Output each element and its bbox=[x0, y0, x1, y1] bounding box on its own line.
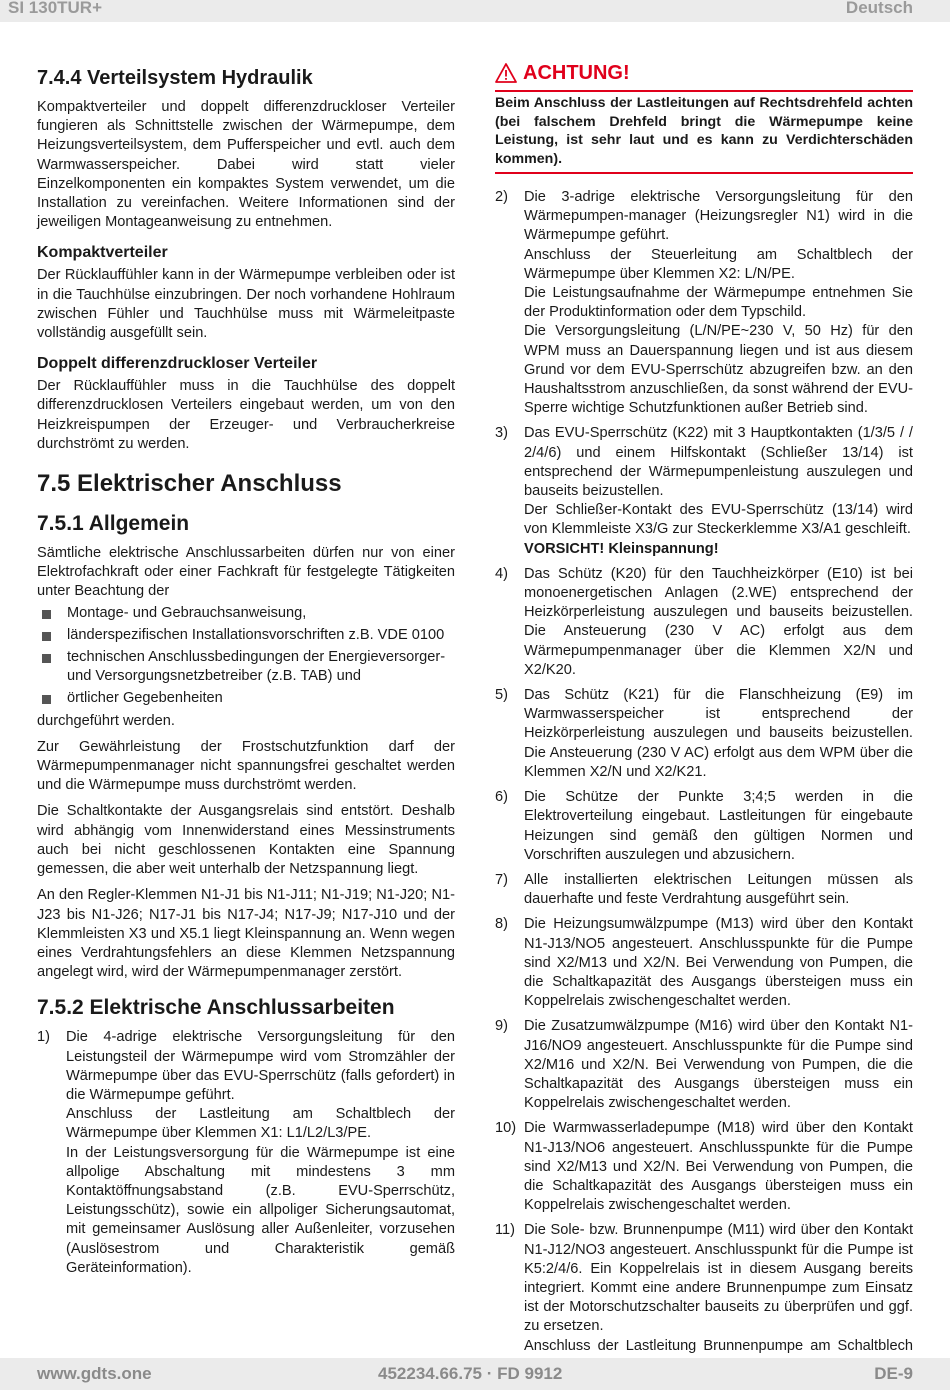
item-paragraph: Die Warmwasserladepumpe (M18) wird über den Kontakt N1-J13/NO6 angesteuert. Anschlusspunkte für die Pumpe sind X2/M13 und X2/N. Bei Verwendung von Pumpen, die die Schaltkapazität des Ausgangs übersteigen muss ein Koppelrelais zwischengeschaltet werden. bbox=[524, 1120, 913, 1214]
numbered-list bbox=[495, 188, 913, 1375]
item-paragraph: Anschluss der Lastleitung Brunnenpumpe am Schaltblech bbox=[524, 1337, 913, 1354]
left-column bbox=[37, 60, 455, 1284]
item-number: 6) bbox=[495, 789, 508, 806]
list-item: länderspezifischen Installationsvorschriften z.B. VDE 0100 bbox=[37, 626, 455, 645]
section-7-5-1-p2: Zur Gewährleistung der Frostschutzfunktion darf der Wärmepumpenmanager nicht spannungsfrei geschaltet werden und die Wärmepumpe muss durchströmt werden. bbox=[37, 738, 455, 794]
header-model: SI 130TUR+ bbox=[8, 0, 103, 17]
footer-doc-number: 452234.66.75 · FD 9912 bbox=[378, 1364, 563, 1383]
section-7-4-4-title: 7.4.4 Verteilsystem Hydraulik bbox=[37, 67, 313, 89]
item-1-para-c: In der Leistungsversorgung für die Wärmepumpe ist eine allpolige Abschaltung mit mindestens 3 mm Kontaktöffnungsabstand (z.B. EVU-Sperrschütz, Leistungsschütz), sowie ein allpoliger Sicherungsautomat, mit gemeinsamer Auslösung aller Außenleiter, vorzusehen (Auslösestrom und Charakteristik gemäß Geräteinformation). bbox=[66, 1144, 455, 1276]
item-paragraph: Die Versorgungsleitung (L/N/PE~230 V, 50 Hz) für den WPM muss an Dauerspannung liegen und ist aus diesem Grund vor dem EVU-Sperrschütz abzugreifen bzw. an den Haushaltsstrom anzuschließen, da sonst während der EVU-Sperre wichtige Schutzfunktionen außer Betrieb sind. bbox=[524, 323, 913, 417]
item-number: 4) bbox=[495, 565, 508, 582]
requirements-list bbox=[37, 604, 455, 709]
page-header bbox=[0, 0, 950, 22]
kompaktverteiler-title: Kompaktverteiler bbox=[37, 244, 168, 262]
item-number: 10) bbox=[495, 1120, 517, 1137]
item-number: 9) bbox=[495, 1018, 508, 1035]
warning-box bbox=[495, 60, 913, 174]
numbered-item bbox=[495, 788, 913, 865]
numbered-item bbox=[495, 1221, 913, 1375]
item-number: 5) bbox=[495, 687, 508, 704]
numbered-item bbox=[495, 424, 913, 558]
page-footer bbox=[0, 1358, 950, 1390]
item-number: 8) bbox=[495, 916, 508, 933]
section-7-5-1-intro: Sämtliche elektrische Anschlussarbeiten dürfen nur von einer Elektrofachkraft oder einer Fachkraft für festgelegte Tätigkeiten unter Beachtung der bbox=[37, 545, 455, 600]
doppelt-verteiler-title: Doppelt differenzdruckloser Verteiler bbox=[37, 355, 318, 373]
section-7-5-1-p4: An den Regler-Klemmen N1-J1 bis N1-J11; N1-J19; N1-J20; N1-J23 bis N1-J26; N17-J1 bis N17-J4; N17-J9; N17-J10 und der Klemmleisten X3 und X5.1 liegt Kleinspannung an. Wenn wegen eines Verdrahtungsfehlers an diese Klemmen Netzspannung angelegt wird, wird der Wärmepumpenmanager zerstört. bbox=[37, 887, 455, 981]
caution-note: VORSICHT! Kleinspannung! bbox=[524, 540, 719, 557]
numbered-item bbox=[495, 565, 913, 680]
numbered-item bbox=[495, 686, 913, 782]
numbered-item bbox=[495, 871, 913, 909]
list-item: Montage- und Gebrauchsanweisung, bbox=[37, 604, 455, 623]
item-number: 7) bbox=[495, 871, 508, 888]
list-item: technischen Anschlussbedingungen der Energieversorger- und Versorgungsnetzbetreiber (z.B. TAB) und bbox=[37, 648, 455, 686]
item-paragraph: Anschluss der Steuerleitung am Schaltblech der Wärmepumpe über Klemmen X2: L/N/PE. bbox=[524, 246, 913, 282]
kompaktverteiler-text: Der Rücklauffühler kann in der Wärmepumpe verbleiben oder ist in die Tauchhülse einzubringen. Der noch vorhandene Hohlraum zwischen Fühler und Tauchhülse muss mit Wärmeleitpaste vollständig ausgefüllt sein. bbox=[37, 267, 455, 342]
footer-page-number: DE-9 bbox=[874, 1364, 913, 1383]
doppelt-verteiler-text: Der Rücklauffühler muss in die Tauchhülse des doppelt differenzdrucklosen Verteilers eingebaut werden, um von den Heizkreispumpen der Erzeuger- und Verbraucherkreise durchströmt zu werden. bbox=[37, 378, 455, 452]
item-1-para-a: Die 4-adrige elektrische Versorgungsleitung für den Leistungsteil der Wärmepumpe wird vom Stromzähler der Wärmepumpe über das EVU-Sperrschütz (falls gefordert) in die Wärmepumpe geführt. bbox=[66, 1029, 455, 1103]
section-7-5-2-title: 7.5.2 Elektrische Anschlussarbeiten bbox=[37, 996, 395, 1020]
item-number: 11) bbox=[495, 1222, 516, 1239]
item-paragraph: Die Heizungsumwälzpumpe (M13) wird über den Kontakt N1-J13/NO5 angesteuert. Anschlusspunkte für die Pumpe sind X2/M13 und X2/N. Bei Verwendung von Pumpen, die die Schaltkapazität des Ausgangs übersteigen muss ein Koppelrelais zwischengeschaltet werden. bbox=[524, 916, 913, 1010]
section-7-5-1-p3: Die Schaltkontakte der Ausgangsrelais sind entstört. Deshalb wird abhängig vom Innenwiderstand eines Messinstruments auch bei nicht geschlossenen Kontakten eine Spannung gemessen, die aber weit unterhalb der Netzspannung liegt. bbox=[37, 803, 455, 878]
warning-title bbox=[495, 60, 913, 86]
item-paragraph: Alle installierten elektrischen Leitungen müssen als dauerhafte und feste Verdrahtung ausgeführt sein. bbox=[524, 871, 913, 908]
item-1-para-b: Anschluss der Lastleitung am Schaltblech der Wärmepumpe über Klemmen X1: L1/L2/L3/PE. bbox=[66, 1106, 455, 1142]
item-paragraph: Das Schütz (K20) für den Tauchheizkörper (E10) ist bei monoenergetischen Anlagen (2.WE) entsprechend der Heizkörperleistung auszulegen und bauseits beizustellen. Die Ansteuerung (230 V AC) erfolgt aus dem Wärmepumpenmanager über die Klemmen X2/N und X2/K20. bbox=[524, 565, 913, 678]
warning-text: Beim Anschluss der Lastleitungen auf Rechtsdrehfeld achten (bei falschem Drehfeld bringt die Wärmepumpe keine Leistung, ist sehr laut und es kann zu Verdichterschäden kommen). bbox=[495, 90, 913, 168]
item-number: 2) bbox=[495, 189, 508, 205]
warning-title-text: ACHTUNG! bbox=[523, 62, 630, 84]
item-paragraph: Der Schließer-Kontakt des EVU-Sperrschütz (13/14) wird von Klemmleiste X3/G zur Steckerklemme X3/A1 geschleift. bbox=[524, 502, 913, 538]
numbered-item bbox=[495, 1017, 913, 1113]
item-paragraph: Das EVU-Sperrschütz (K22) mit 3 Hauptkontakten (1/3/5 / / 2/4/6) und einem Hilfskontakt (Schließer 13/14) ist entsprechend der Wärmepumpenleistung auszulegen und bauseits beizustellen. bbox=[524, 425, 913, 500]
item-number: 3) bbox=[495, 425, 508, 442]
section-7-5-1-after: durchgeführt werden. bbox=[37, 712, 175, 729]
item-paragraph: Die Sole- bzw. Brunnenpumpe (M11) wird über den Kontakt N1-J12/NO3 angesteuert. Anschlusspunkt für die Pumpe ist K5:2/4/6. Ein Koppelrelais ist in diesem Ausgang bereits integriert. Kommt eine andere Brunnenpumpe zum Einsatz ist der Motorschutzschalter bauseits zu überprüfen und ggf. zu ersetzen. bbox=[524, 1222, 913, 1335]
numbered-item-1 bbox=[37, 1028, 455, 1278]
numbered-item bbox=[495, 1119, 913, 1215]
numbered-item bbox=[495, 915, 913, 1011]
footer-website: www.gdts.one bbox=[37, 1364, 152, 1383]
numbered-item bbox=[495, 188, 913, 418]
section-7-5-title: 7.5 Elektrischer Anschluss bbox=[37, 470, 342, 498]
item-paragraph: Die Leistungsaufnahme der Wärmepumpe entnehmen Sie der Produktinformation oder dem Typschild. bbox=[524, 285, 913, 321]
item-paragraph: Das Schütz (K21) für die Flanschheizung (E9) im Warmwasserspeicher ist entsprechend der Heizkörperleistung auszulegen und bauseits beizustellen. Die Ansteuerung (230 V AC) erfolgt aus dem WPM über die Klemmen X2/N und X2/K21. bbox=[524, 687, 913, 780]
item-paragraph: Die Zusatzumwälzpumpe (M16) wird über den Kontakt N1-J16/NO9 angesteuert. Anschlusspunkte für die Pumpe sind X2/M16 und X2/N. Bei Verwendung von Pumpen, die die Schaltkapazität des Ausgangs übersteigen muss ein Koppelrelais zwischengeschaltet werden. bbox=[524, 1018, 913, 1112]
section-7-4-4-text: Kompaktverteiler und doppelt differenzdruckloser Verteiler fungieren als Schnittstelle zwischen der Wärmepumpe, dem Heizungsverteilsystem, dem Pufferspeicher und evtl. auch dem Warmwasserspeicher. Dabei wird statt vieler Einzelkomponenten ein kompaktes System verwendet, um die Installation zu vereinfachen. Weitere Informationen sind der jeweiligen Montageanweisung zu entnehmen. bbox=[37, 99, 455, 231]
item-paragraph: Die Schütze der Punkte 3;4;5 werden in die Elektroverteilung eingebaut. Lastleitungen für eingebaute Heizungen sind gemäß den gültigen Normen und Vorschriften auszulegen und abzusichern. bbox=[524, 789, 913, 863]
header-language: Deutsch bbox=[845, 0, 913, 17]
list-item: örtlicher Gegebenheiten bbox=[37, 689, 455, 708]
item-number: 1) bbox=[37, 1029, 50, 1046]
right-column bbox=[495, 60, 913, 1381]
item-paragraph: Die 3-adrige elektrische Versorgungsleitung für den Wärmepumpen-manager (Heizungsregler N1) wird in die Wärmepumpe geführt. bbox=[524, 189, 913, 244]
section-7-5-1-title: 7.5.1 Allgemein bbox=[37, 512, 190, 536]
warning-triangle-icon bbox=[495, 63, 517, 83]
